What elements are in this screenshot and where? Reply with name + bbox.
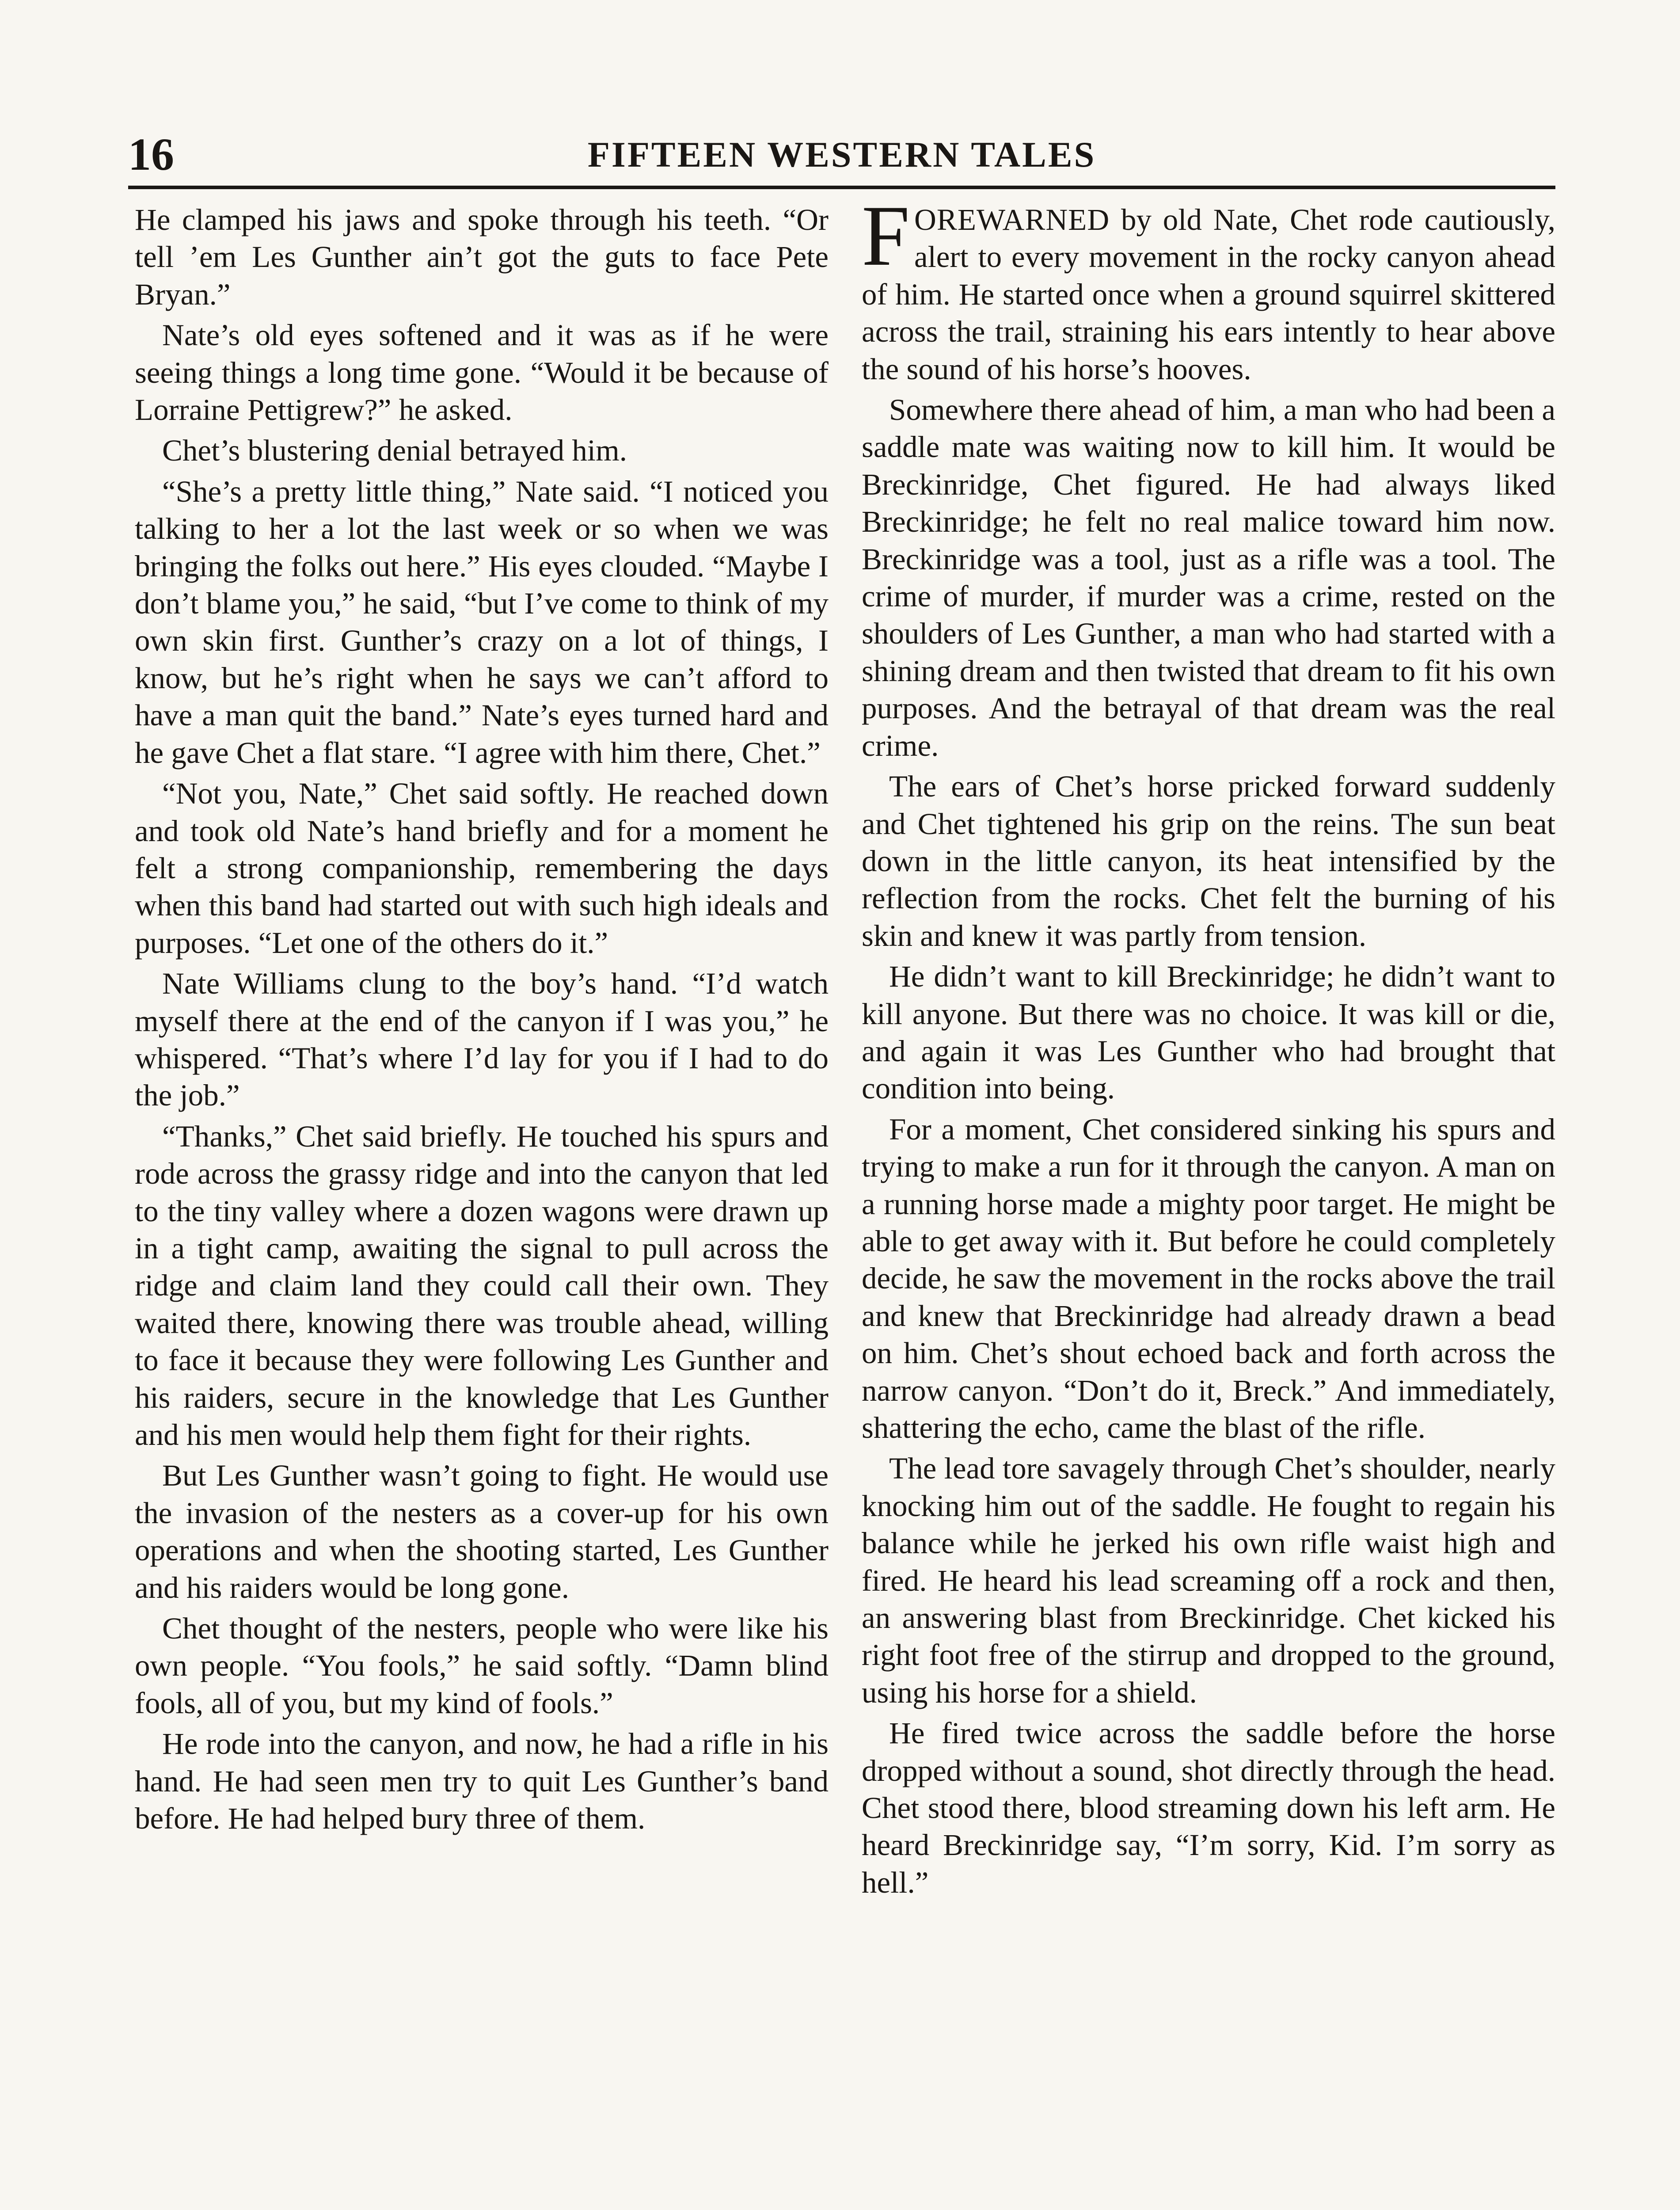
paragraph: Nate’s old eyes softened and it was as if he were seeing things a long time gone. “Would it be because of Lorraine Pettigrew?” he asked. — [135, 318, 829, 427]
paragraph: “She’s a pretty little thing,” Nate said. “I noticed you talking to her a lot the last week or so when we was bringing the folks out here.” His eyes clouded. “Maybe I don’t blame you,” he said, “but I’ve come to think of my own skin first. Gunther’s crazy on a lot of things, I know, but he’s right when he says we can’t afford to have a man quit the band.” Nate’s eyes turned hard and he gave Chet a flat stare. “I agree with him there, Chet.” — [135, 474, 829, 770]
page-number: 16 — [128, 129, 174, 180]
running-head: FIFTEEN WESTERN TALES — [587, 134, 1096, 175]
paragraph: He fired twice across the saddle before the horse dropped without a sound, shot directly through the head. Chet stood there, blood streaming down his left arm. He heard Breckinridge say, “I’m sorry, Kid. I’m sorry as hell.” — [862, 1716, 1555, 1899]
paragraph: Somewhere there ahead of him, a man who had been a saddle mate was waiting now to kill him. It would be Breckinridge, Chet figured. He had always liked Breckinridge; he felt no real malice toward him now. Breckinridge was a tool, just as a rifle was a tool. The crime of murder, if murder was a crime, rested on the shoulders of Les Gunther, a man who had started with a shining dream and then twisted that dream to fit his own purposes. And the betrayal of that dream was the real crime. — [862, 393, 1555, 762]
lead-in-text: by old Nate, Chet rode cautiously, alert to every movement in the rocky canyon ahead of him. He started once when a ground squirrel skittered across the trail, straining his ears intently to hear above the sound of his horse’s hooves. — [862, 203, 1555, 386]
left-column — [135, 201, 829, 1840]
page-header — [128, 124, 1555, 189]
paragraph: Chet thought of the nesters, people who were like his own people. “You fools,” he said softly. “Damn blind fools, all of you, but my kind of fools.” — [135, 1612, 829, 1720]
paragraph: The ears of Chet’s horse pricked forward suddenly and Chet tightened his grip on the reins. The sun beat down in the little canyon, its heat intensified by the reflection from the rocks. Chet felt the burning of his skin and knew it was partly from tension. — [862, 770, 1555, 953]
paragraph: “Not you, Nate,” Chet said softly. He reached down and took old Nate’s hand briefly and for a moment he felt a strong companionship, remembering the days when this band had started out with such high ideals and purposes. “Let one of the others do it.” — [135, 777, 829, 960]
drop-cap: F — [862, 188, 910, 284]
paragraph: He didn’t want to kill Breckinridge; he didn’t want to kill anyone. But there was no choice. It was kill or die, and again it was Les Gunther who had brought that condition into being. — [862, 960, 1555, 1105]
right-column — [862, 188, 1555, 1905]
paragraph: He rode into the canyon, and now, he had a rifle in his hand. He had seen men try to quit Les Gunther’s band before. He had helped bury three of them. — [135, 1727, 829, 1836]
lead-in-caps: OREWARNED — [914, 203, 1110, 236]
paragraph: Chet’s blustering denial betrayed him. — [162, 434, 627, 468]
opening-paragraph — [862, 188, 1555, 388]
paragraph: He clamped his jaws and spoke through his teeth. “Or tell ’em Les Gunther ain’t got the guts to face Pete Bryan.” — [135, 203, 829, 311]
paragraph: Nate Williams clung to the boy’s hand. “I’d watch myself there at the end of the canyon if I was you,” he whispered. “That’s where I’d lay for you if I had to do the job.” — [135, 967, 829, 1113]
paragraph: But Les Gunther wasn’t going to fight. He would use the invasion of the nesters as a cover-up for his own operations and when the shooting started, Les Gunther and his raiders would be long gone. — [135, 1459, 829, 1604]
paragraph: The lead tore savagely through Chet’s shoulder, nearly knocking him out of the saddle. He fought to regain his balance while he jerked his own rifle waist high and fired. He heard his lead screaming off a rock and then, an answering blast from Breckinridge. Chet kicked his right foot free of the stirrup and dropped to the ground, using his horse for a shield. — [862, 1452, 1555, 1709]
paragraph: For a moment, Chet considered sinking his spurs and trying to make a run for it through the canyon. A man on a running horse made a mighty poor target. He might be able to get away with it. But before he could completely decide, he saw the movement in the rocks above the trail and knew that Breckinridge had already drawn a bead on him. Chet’s shout echoed back and forth across the narrow canyon. “Don’t do it, Breck.” And immediately, shattering the echo, came the blast of the rifle. — [862, 1112, 1555, 1444]
paragraph: “Thanks,” Chet said briefly. He touched his spurs and rode across the grassy ridge and into the canyon that led to the tiny valley where a dozen wagons were drawn up in a tight camp, awaiting the signal to pull across the ridge and claim land they could call their own. They waited there, knowing there was trouble ahead, willing to face it because they were following Les Gunther and his raiders, secure in the knowledge that Les Gunther and his men would help them fight for their rights. — [135, 1119, 829, 1452]
